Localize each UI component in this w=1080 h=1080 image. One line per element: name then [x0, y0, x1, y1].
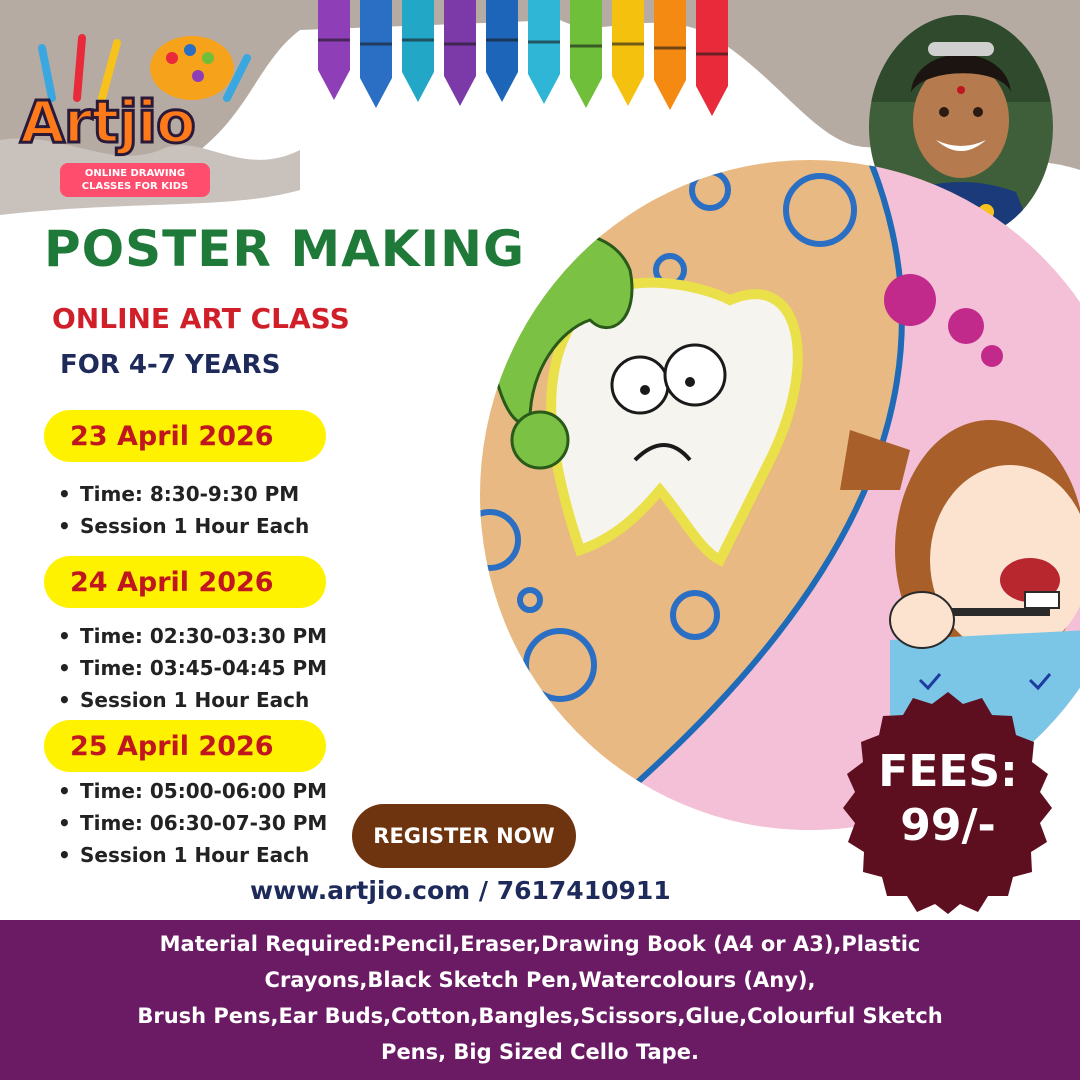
tagline-line1: ONLINE DRAWING [84, 168, 186, 179]
session-details-2 [58, 620, 327, 716]
session-details-1 [58, 478, 309, 542]
logo-tagline [60, 163, 210, 197]
session-detail: • Session 1 Hour Each [58, 684, 327, 716]
session-date-2: 24 April 2026 [44, 556, 326, 608]
session-date-1: 23 April 2026 [44, 410, 326, 462]
page-title: POSTER MAKING [44, 220, 526, 278]
fees-amount: 99/- [900, 800, 996, 851]
session-detail: • Session 1 Hour Each [58, 839, 327, 871]
materials-line: Material Required:Pencil,Eraser,Drawing Book (A4 or A3),Plastic [159, 932, 921, 956]
tagline-line2: CLASSES FOR KIDS [81, 181, 189, 192]
materials-text [20, 926, 1060, 1070]
crayons-decoration [310, 0, 740, 130]
website-phone[interactable]: www.artjio.com / 7617410911 [250, 876, 671, 905]
age-group: FOR 4-7 YEARS [60, 350, 281, 380]
session-detail: • Time: 03:45-04:45 PM [58, 652, 327, 684]
session-details-3 [58, 775, 327, 871]
crayon-icon [318, 0, 728, 116]
session-date-3: 25 April 2026 [44, 720, 326, 772]
materials-line: Crayons,Black Sketch Pen,Watercolours (Any), [264, 968, 816, 992]
session-detail: • Session 1 Hour Each [58, 510, 309, 542]
materials-line: Brush Pens,Ear Buds,Cotton,Bangles,Scissors,Glue,Colourful Sketch [137, 1004, 943, 1028]
register-now-button[interactable]: REGISTER NOW [352, 804, 576, 868]
class-subtitle: ONLINE ART CLASS [52, 302, 350, 335]
session-detail: • Time: 05:00-06:00 PM [58, 775, 327, 807]
session-detail: • Time: 06:30-07-30 PM [58, 807, 327, 839]
fees-label: FEES: [878, 746, 1018, 797]
session-detail: • Time: 02:30-03:30 PM [58, 620, 327, 652]
fees-text [836, 745, 1060, 853]
materials-line: Pens, Big Sized Cello Tape. [381, 1040, 699, 1064]
session-detail: • Time: 8:30-9:30 PM [58, 478, 309, 510]
logo-wordmark: Artjio [20, 88, 195, 156]
